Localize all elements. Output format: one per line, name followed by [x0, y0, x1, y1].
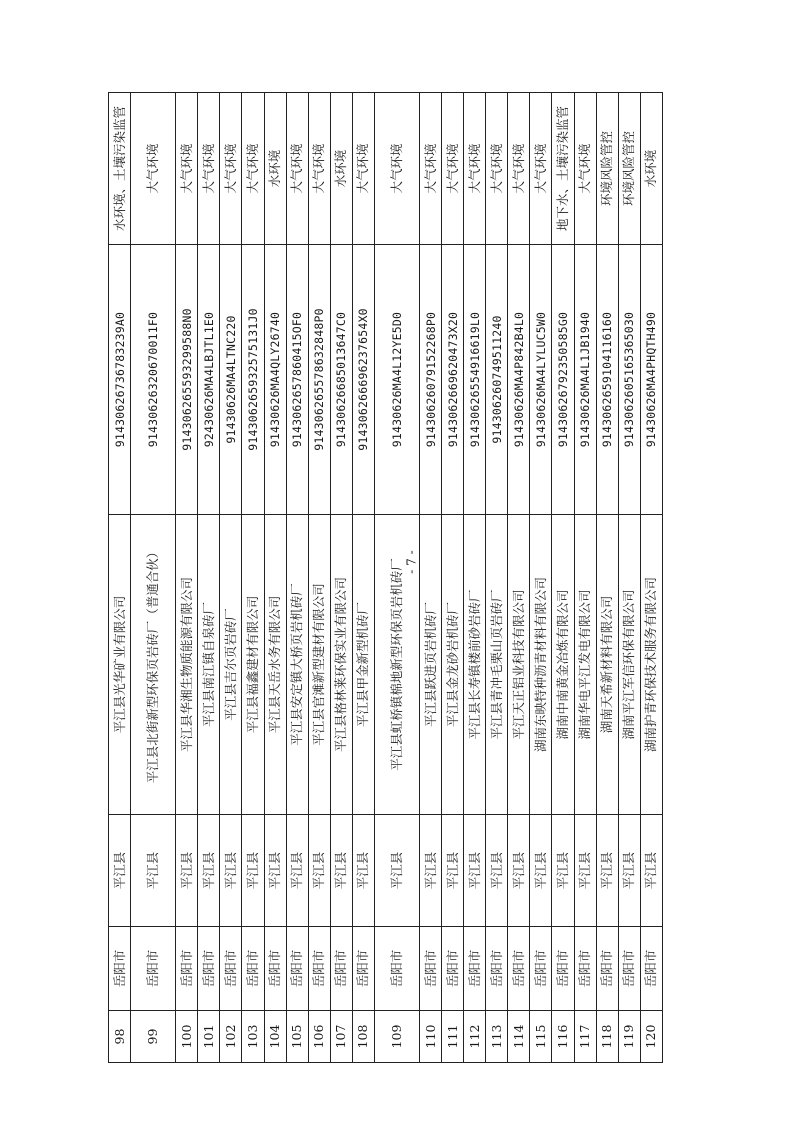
city-cell: 岳阳市: [109, 927, 131, 1011]
row-number: 112: [464, 1011, 486, 1063]
row-number: 98: [109, 1011, 131, 1063]
row-number: 100: [176, 1011, 198, 1063]
city-cell: 岳阳市: [308, 927, 330, 1011]
city-cell: 岳阳市: [618, 927, 640, 1011]
company-name-cell: 平江县华湘生物质能源有限公司: [176, 515, 198, 815]
category-cell: 大气环境: [176, 93, 198, 245]
county-cell: 平江县: [330, 815, 352, 927]
credit-code-cell: 91430626736783239A0: [109, 245, 131, 515]
credit-code-cell: 914306265932575131J0: [242, 245, 264, 515]
table-row: [486, 93, 508, 1063]
city-cell: 岳阳市: [464, 927, 486, 1011]
category-cell: 大气环境: [308, 93, 330, 245]
county-cell: 平江县: [308, 815, 330, 927]
table-row: [352, 93, 374, 1063]
category-cell: 水环境: [330, 93, 352, 245]
company-name-cell: 平江县官滩新型建材有限公司: [308, 515, 330, 815]
category-cell: 水环境: [264, 93, 286, 245]
row-number: 101: [198, 1011, 220, 1063]
category-cell: 大气环境: [242, 93, 264, 245]
table-row: [640, 93, 662, 1063]
credit-code-cell: 9143062605165365030: [618, 245, 640, 515]
city-cell: 岳阳市: [242, 927, 264, 1011]
table-row: [574, 93, 596, 1063]
row-number: 113: [486, 1011, 508, 1063]
table-row: [596, 93, 618, 1063]
credit-code-cell: 914306265578632848P0: [308, 245, 330, 515]
county-cell: 平江县: [374, 815, 419, 927]
city-cell: 岳阳市: [574, 927, 596, 1011]
credit-code-cell: 91430626MA4P842B4L0: [508, 245, 530, 515]
row-number: 116: [552, 1011, 574, 1063]
category-cell: 环境风险管控: [596, 93, 618, 245]
credit-code-cell: 91430626MA4LYLUC5W0: [530, 245, 552, 515]
category-cell: 水环境: [640, 93, 662, 245]
credit-code-cell: 914306260749511240: [486, 245, 508, 515]
category-cell: 大气环境: [286, 93, 308, 245]
category-cell: 大气环境: [486, 93, 508, 245]
county-cell: 平江县: [574, 815, 596, 927]
credit-code-cell: 91430626MA4L12YE5D0: [374, 245, 419, 515]
table-row: [286, 93, 308, 1063]
county-cell: 平江县: [352, 815, 374, 927]
rotated-table-wrapper: [108, 93, 663, 1063]
county-cell: 平江县: [286, 815, 308, 927]
company-name-cell: 平江县北街新型环保页岩砖厂（普通合伙）: [131, 515, 176, 815]
category-cell: 大气环境: [198, 93, 220, 245]
credit-code-cell: 91430626685013647C0: [330, 245, 352, 515]
county-cell: 平江县: [596, 815, 618, 927]
credit-code-cell: 9143062657860415OF0: [286, 245, 308, 515]
company-name-cell: 平江县吉尔页岩砖厂: [220, 515, 242, 815]
county-cell: 平江县: [640, 815, 662, 927]
row-number: 110: [420, 1011, 442, 1063]
credit-code-cell: 91430626MA4PHQTH490: [640, 245, 662, 515]
credit-code-cell: 91430626MA4L1JB1940: [574, 245, 596, 515]
table-row: [374, 93, 419, 1063]
credit-code-cell: 91430626554916619L0: [464, 245, 486, 515]
table-row: [464, 93, 486, 1063]
category-cell: 大气环境: [464, 93, 486, 245]
county-cell: 平江县: [508, 815, 530, 927]
company-name-cell: 平江县安定镇大桥页岩机砖厂: [286, 515, 308, 815]
company-name-cell: 平江县甲金新型机砖厂: [352, 515, 374, 815]
city-cell: 岳阳市: [352, 927, 374, 1011]
company-name-cell: 平江县跃进页岩机砖厂: [420, 515, 442, 815]
row-number: 106: [308, 1011, 330, 1063]
category-cell: 环境风险管控: [618, 93, 640, 245]
credit-code-cell: 91430626MA4LTNC220: [220, 245, 242, 515]
county-cell: 平江县: [486, 815, 508, 927]
city-cell: 岳阳市: [286, 927, 308, 1011]
row-number: 120: [640, 1011, 662, 1063]
row-number: 111: [442, 1011, 464, 1063]
city-cell: 岳阳市: [374, 927, 419, 1011]
county-cell: 平江县: [264, 815, 286, 927]
company-name-cell: 湖南护青环保技术服务有限公司: [640, 515, 662, 815]
company-name-cell: 平江县青冲毛栗山页岩砖厂: [486, 515, 508, 815]
row-number: 104: [264, 1011, 286, 1063]
row-number: 115: [530, 1011, 552, 1063]
credit-code-cell: 91430626792350585G0: [552, 245, 574, 515]
company-name-cell: 湖南中南黄金冶炼有限公司: [552, 515, 574, 815]
row-number: 119: [618, 1011, 640, 1063]
credit-code-cell: 9143062669620473X20: [442, 245, 464, 515]
company-name-cell: 平江县长寿镇楼前砂岩砖厂: [464, 515, 486, 815]
company-name-cell: 平江县福鑫建材有限公司: [242, 515, 264, 815]
table-row: [508, 93, 530, 1063]
county-cell: 平江县: [176, 815, 198, 927]
credit-code-cell: 914306266696237654X0: [352, 245, 374, 515]
county-cell: 平江县: [131, 815, 176, 927]
company-name-cell: 平江县格林莱环保实业有限公司: [330, 515, 352, 815]
company-name-cell: 湖南平江军信环保有限公司: [618, 515, 640, 815]
city-cell: 岳阳市: [442, 927, 464, 1011]
credit-code-cell: 9143062659104116160: [596, 245, 618, 515]
county-cell: 平江县: [618, 815, 640, 927]
company-name-cell: 湖南天希新材料有限公司: [596, 515, 618, 815]
county-cell: 平江县: [420, 815, 442, 927]
table-row: [330, 93, 352, 1063]
table-row: [176, 93, 198, 1063]
credit-code-cell: 91430626320670011F0: [131, 245, 176, 515]
row-number: 118: [596, 1011, 618, 1063]
category-cell: 大气环境: [442, 93, 464, 245]
county-cell: 平江县: [530, 815, 552, 927]
city-cell: 岳阳市: [486, 927, 508, 1011]
county-cell: 平江县: [442, 815, 464, 927]
city-cell: 岳阳市: [176, 927, 198, 1011]
city-cell: 岳阳市: [552, 927, 574, 1011]
table-row: [198, 93, 220, 1063]
city-cell: 岳阳市: [264, 927, 286, 1011]
city-cell: 岳阳市: [530, 927, 552, 1011]
county-cell: 平江县: [220, 815, 242, 927]
company-name-cell: 湖南东映特种沥青材料有限公司: [530, 515, 552, 815]
page-number: - 7 -: [404, 550, 419, 574]
row-number: 105: [286, 1011, 308, 1063]
city-cell: 岳阳市: [131, 927, 176, 1011]
table-row: [131, 93, 176, 1063]
category-cell: 大气环境: [220, 93, 242, 245]
county-cell: 平江县: [242, 815, 264, 927]
table-row: [308, 93, 330, 1063]
row-number: 109: [374, 1011, 419, 1063]
table-row: [552, 93, 574, 1063]
table-row: [618, 93, 640, 1063]
city-cell: 岳阳市: [640, 927, 662, 1011]
credit-code-cell: 91430626MA4QLY26740: [264, 245, 286, 515]
credit-code-cell: 91430626079152268P0: [420, 245, 442, 515]
category-cell: 大气环境: [508, 93, 530, 245]
table-row: [264, 93, 286, 1063]
row-number: 117: [574, 1011, 596, 1063]
company-name-cell: 平江天正铝业科技有限公司: [508, 515, 530, 815]
category-cell: 地下水、土壤污染监管: [552, 93, 574, 245]
county-cell: 平江县: [464, 815, 486, 927]
company-name-cell: 平江县光华矿业有限公司: [109, 515, 131, 815]
credit-code-cell: 914306265593299588N0: [176, 245, 198, 515]
city-cell: 岳阳市: [596, 927, 618, 1011]
row-number: 103: [242, 1011, 264, 1063]
category-cell: 大气环境: [530, 93, 552, 245]
city-cell: 岳阳市: [508, 927, 530, 1011]
category-cell: 大气环境: [420, 93, 442, 245]
company-name-cell: 平江县虹桥镇棉地新型环保页岩机砖厂: [374, 515, 419, 815]
city-cell: 岳阳市: [198, 927, 220, 1011]
city-cell: 岳阳市: [330, 927, 352, 1011]
county-cell: 平江县: [109, 815, 131, 927]
county-cell: 平江县: [198, 815, 220, 927]
table-row: [442, 93, 464, 1063]
row-number: 108: [352, 1011, 374, 1063]
credit-code-cell: 92430626MA4LBJTL1E0: [198, 245, 220, 515]
city-cell: 岳阳市: [220, 927, 242, 1011]
row-number: 102: [220, 1011, 242, 1063]
row-number: 99: [131, 1011, 176, 1063]
category-cell: 水环境、土壤污染监管: [109, 93, 131, 245]
table-row: [109, 93, 131, 1063]
category-cell: 大气环境: [574, 93, 596, 245]
table-row: [530, 93, 552, 1063]
company-name-cell: 湖南华电平江发电有限公司: [574, 515, 596, 815]
category-cell: 大气环境: [131, 93, 176, 245]
row-number: 114: [508, 1011, 530, 1063]
table-row: [220, 93, 242, 1063]
row-number: 107: [330, 1011, 352, 1063]
company-name-cell: 平江县天岳水务有限公司: [264, 515, 286, 815]
category-cell: 大气环境: [374, 93, 419, 245]
company-name-cell: 平江县南江镇自泉砖厂: [198, 515, 220, 815]
county-cell: 平江县: [552, 815, 574, 927]
category-cell: 大气环境: [352, 93, 374, 245]
table-row: [242, 93, 264, 1063]
company-name-cell: 平江县金龙砂岩机砖厂: [442, 515, 464, 815]
table-row: [420, 93, 442, 1063]
city-cell: 岳阳市: [420, 927, 442, 1011]
table-body: [109, 93, 663, 1063]
enterprise-table: [108, 92, 663, 1063]
